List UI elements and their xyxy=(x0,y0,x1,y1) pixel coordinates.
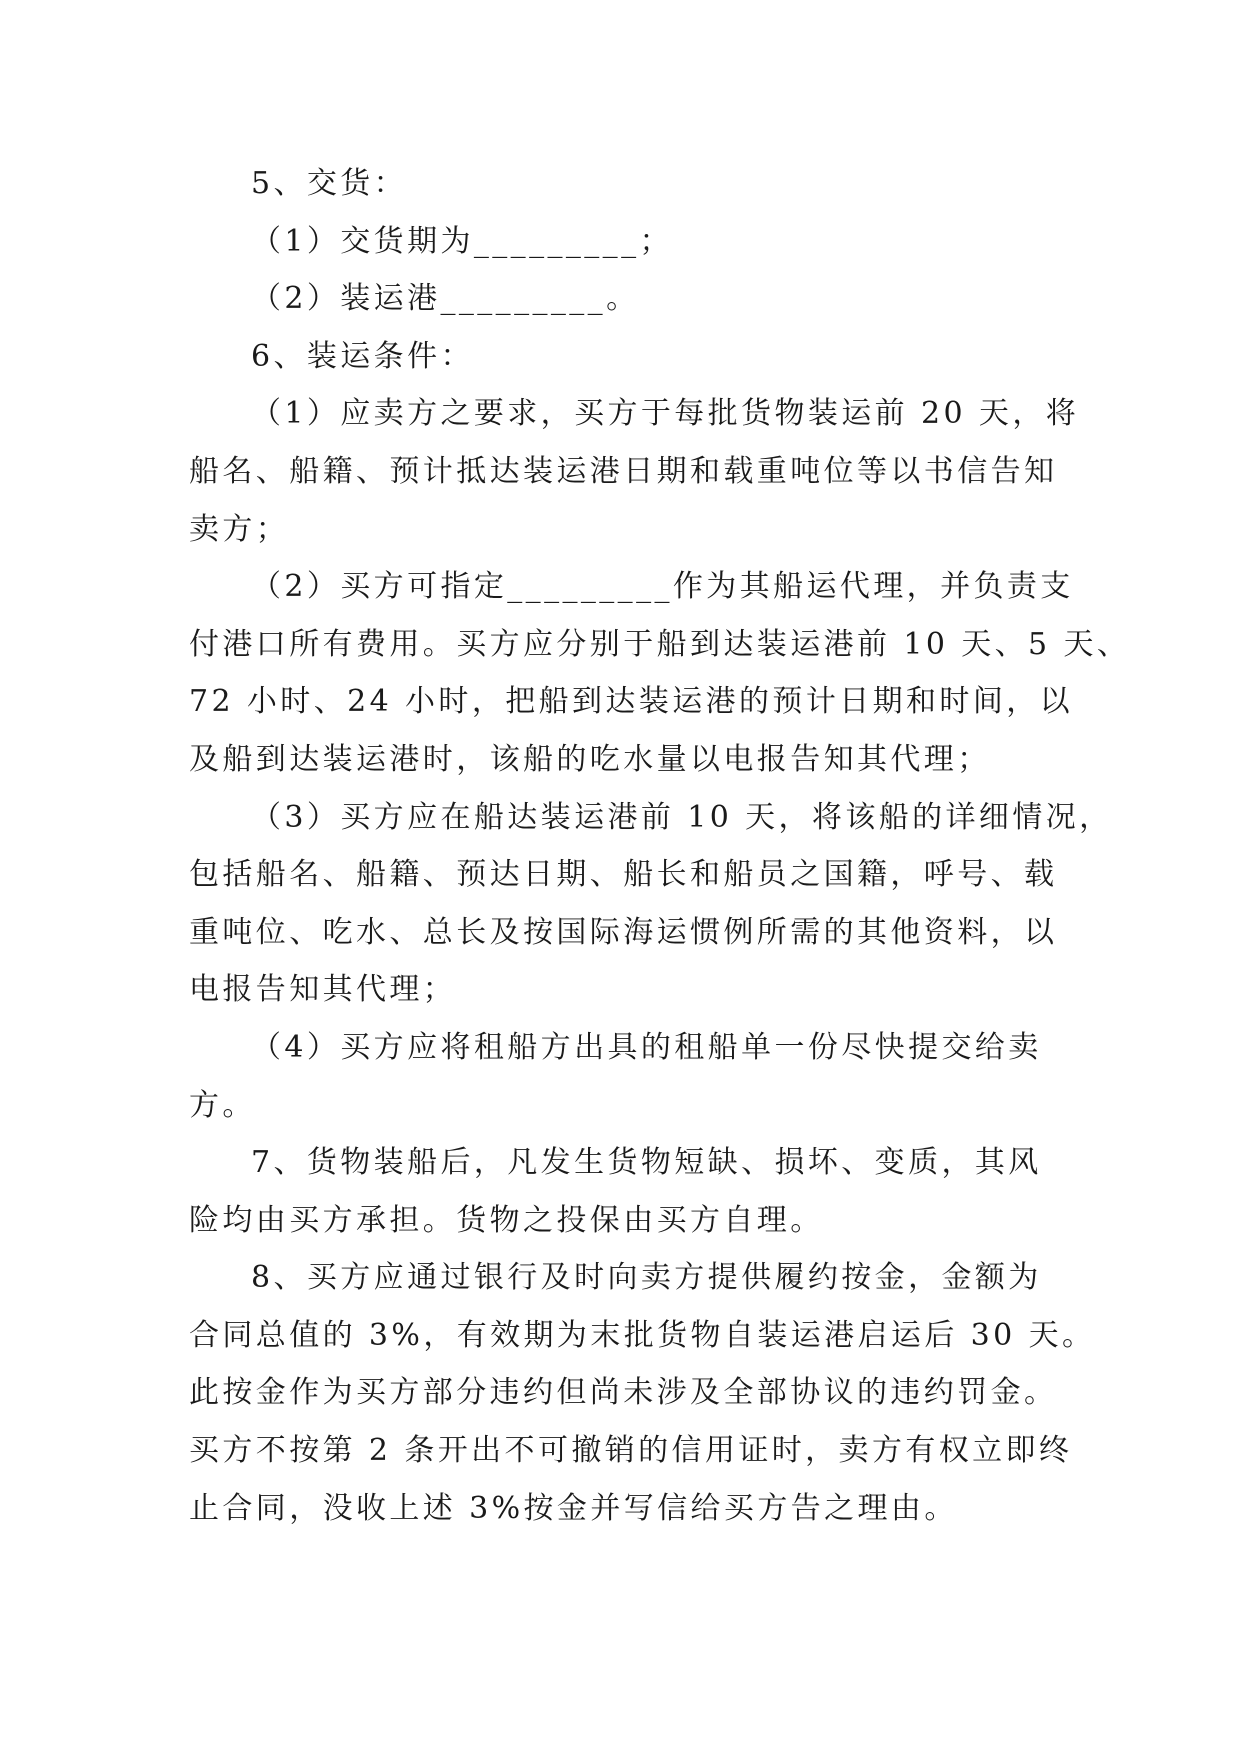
line-delivery-period: （1）交货期为_________； xyxy=(251,223,673,259)
line-shipping-heading: 6、装运条件： xyxy=(251,338,474,374)
line-loading-port: （2）装运港_________。 xyxy=(251,281,640,317)
line-shipping-2d: 及船到达装运港时，该船的吃水量以电报告知其代理； xyxy=(189,741,991,777)
line-clause-7a: 7、货物装船后，凡发生货物短缺、损坏、变质，其风 xyxy=(251,1145,1042,1181)
line-clause-8b: 合同总值的 3%，有效期为末批货物自装运港启运后 30 天。 xyxy=(189,1317,1096,1353)
line-shipping-4b: 方。 xyxy=(189,1087,256,1123)
line-shipping-3c: 重吨位、吃水、总长及按国际海运惯例所需的其他资料，以 xyxy=(189,914,1058,950)
line-clause-8e: 止合同，没收上述 3%按金并写信给买方告之理由。 xyxy=(189,1490,958,1526)
line-shipping-1a: （1）应卖方之要求，买方于每批货物装运前 20 天，将 xyxy=(251,396,1080,432)
line-shipping-3b: 包括船名、船籍、预达日期、船长和船员之国籍，呼号、载 xyxy=(189,857,1058,893)
text-block xyxy=(189,155,1131,1537)
line-shipping-1b: 船名、船籍、预计抵达装运港日期和载重吨位等以书信告知 xyxy=(189,453,1058,489)
line-clause-7b: 险均由买方承担。货物之投保由买方自理。 xyxy=(189,1202,824,1238)
line-clause-8a: 8、买方应通过银行及时向卖方提供履约按金，金额为 xyxy=(251,1260,1042,1296)
line-shipping-2a: （2）买方可指定_________作为其船运代理，并负责支 xyxy=(251,569,1074,605)
line-shipping-2c: 72 小时、24 小时，把船到达装运港的预计日期和时间，以 xyxy=(189,684,1074,720)
line-clause-8d: 买方不按第 2 条开出不可撤销的信用证时，卖方有权立即终 xyxy=(189,1433,1073,1469)
line-shipping-3a: （3）买方应在船达装运港前 10 天，将该船的详细情况， xyxy=(251,799,1113,835)
line-clause-8c: 此按金作为买方部分违约但尚未涉及全部协议的违约罚金。 xyxy=(189,1375,1058,1411)
document-body xyxy=(189,155,1131,1537)
line-shipping-4a: （4）买方应将租船方出具的租船单一份尽快提交给卖 xyxy=(251,1029,1042,1065)
line-shipping-2b: 付港口所有费用。买方应分别于船到达装运港前 10 天、5 天、 xyxy=(189,626,1131,662)
line-shipping-3d: 电报告知其代理； xyxy=(189,972,457,1008)
line-shipping-1c: 卖方； xyxy=(189,511,290,547)
line-delivery-heading: 5、交货： xyxy=(251,166,408,201)
